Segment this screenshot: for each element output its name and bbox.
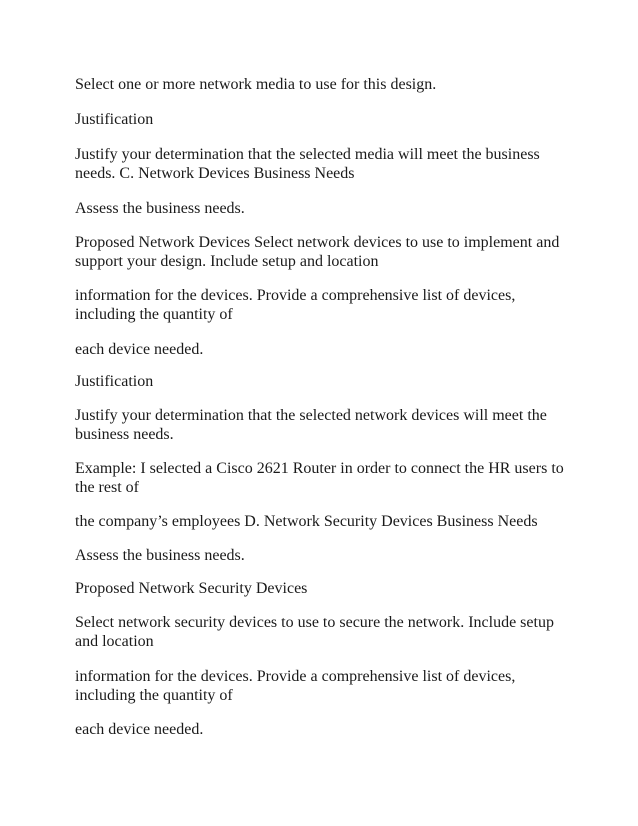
paragraph-15: information for the devices. Provide a comprehensive list of devices, including the quantity of [75,668,516,704]
paragraph-13: Proposed Network Security Devices [75,580,308,597]
paragraph-4: Assess the business needs. [75,200,245,217]
paragraph-10: Example: I selected a Cisco 2621 Router in order to connect the HR users to the rest of [75,460,564,496]
paragraph-5: Proposed Network Devices Select network devices to use to implement and support your design. Include setup and location [75,234,560,270]
paragraph-11: the company’s employees D. Network Security Devices Business Needs [75,513,538,530]
paragraph-14: Select network security devices to use to secure the network. Include setup and location [75,614,554,650]
paragraph-12: Assess the business needs. [75,547,245,564]
paragraph-2: Justification [75,111,154,128]
paragraph-7: each device needed. [75,341,204,358]
paragraph-16: each device needed. [75,721,204,738]
paragraph-1: Select one or more network media to use for this design. [75,76,437,93]
paragraph-6: information for the devices. Provide a comprehensive list of devices, including the quantity of [75,287,516,323]
paragraph-9: Justify your determination that the selected network devices will meet the business needs. [75,407,547,443]
paragraph-3: Justify your determination that the selected media will meet the business needs. C. Network Devices Business Needs [75,146,540,182]
paragraph-8: Justification [75,373,154,390]
